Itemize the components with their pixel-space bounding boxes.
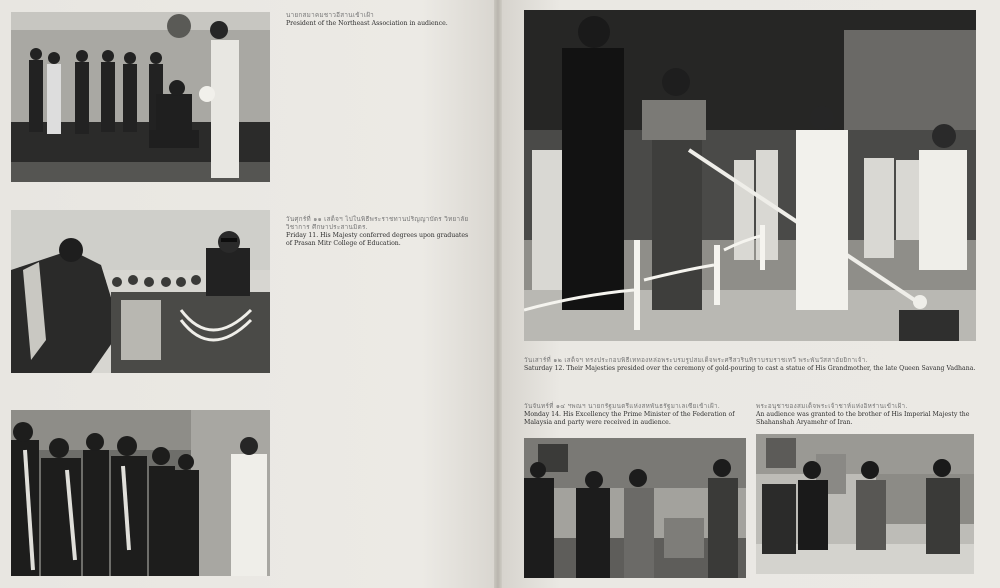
caption-english: Monday 14. His Excellency the Prime Minister of the Federation of Malaysia and party were received in audience. — [524, 411, 735, 426]
caption-english: An audience was granted to the brother of His Imperial Majesty the Shahanshah Aryamehr of Iran. — [756, 411, 970, 426]
caption-gold-pouring — [524, 357, 984, 373]
caption-english: President of the Northeast Association in audience. — [286, 20, 448, 27]
photo-gold-pouring-ceremony — [524, 10, 976, 341]
photo-malaysia-pm-audience — [524, 438, 746, 578]
caption-english: Friday 11. His Majesty conferred degrees upon graduates of Prasan Mitr College of Education. — [286, 232, 469, 247]
book-gutter — [494, 0, 502, 588]
caption-northeast-association — [286, 12, 486, 28]
photo-graduates-line — [11, 410, 270, 576]
photo-conferring-degrees — [11, 210, 270, 373]
caption-thai: วันศุกร์ที่ ๑๑ เสด็จฯ ไปในพิธีพระราชทานปริญญาบัตร วิทยาลัยวิชาการ ศึกษาประสานมิตร. — [286, 216, 469, 231]
caption-english: Saturday 12. Their Majesties presided over the ceremony of gold-pouring to cast a statue of His Grandmother, the late Queen Savang Vadhana. — [524, 365, 976, 372]
caption-thai: นายกสมาคมชาวอีสานเข้าเฝ้า — [286, 12, 375, 19]
caption-thai: พระอนุชาของสมเด็จพระเจ้าชาห์แห่งอิหร่านเข้าเฝ้า. — [756, 403, 908, 410]
caption-conferring-degrees — [286, 216, 472, 248]
caption-thai: วันจันทร์ที่ ๑๔ ฯพณฯ นายกรัฐมนตรีแห่งสหพันธรัฐมาเลเซียเข้าเฝ้า. — [524, 403, 721, 410]
photo-iran-brother-audience — [756, 434, 974, 574]
caption-malaysia-pm — [524, 403, 750, 427]
caption-iran-brother — [756, 403, 982, 427]
photo-northeast-association-audience — [11, 12, 270, 182]
caption-thai: วันเสาร์ที่ ๑๒ เสด็จฯ ทรงประกอบพิธีเททองหล่อพระบรมรูปสมเด็จพระศรีสวรินทิราบรมราชเทวี พระพันวัสสาอัยยิกาเจ้า. — [524, 357, 868, 364]
